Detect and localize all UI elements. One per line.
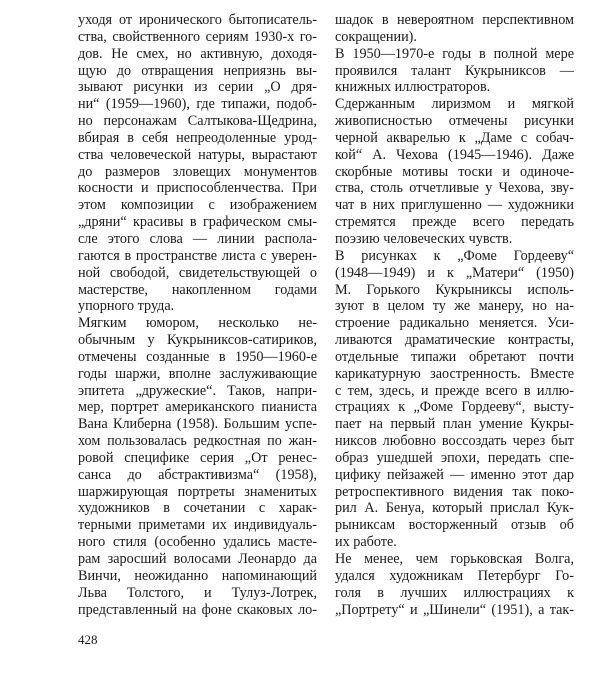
text-line: никсов любовно воссоздать через быт bbox=[335, 433, 574, 450]
text-line: мастерстве, накопленном годами bbox=[78, 281, 317, 298]
text-line: ровой специфике серия „От ренес- bbox=[78, 449, 317, 466]
text-line: вбирая в себя непреодоленные урод- bbox=[78, 129, 317, 146]
text-line: терными приметами их индивидуаль- bbox=[78, 517, 317, 534]
text-line: гаются в пространстве листа с уверен- bbox=[78, 247, 317, 264]
paragraph bbox=[335, 248, 574, 551]
page-number: 428 bbox=[78, 632, 98, 647]
text-line: Мягким юмором, несколько не- bbox=[78, 315, 317, 332]
text-line: ни“ (1959—1960), где типажи, подоб- bbox=[78, 96, 317, 113]
text-line: представленный на фоне скаковых ло- bbox=[78, 601, 317, 618]
text-line: сле этого слова — линии распола- bbox=[78, 230, 317, 247]
text-line: скорбные мотивы тоски и одиноче- bbox=[335, 163, 574, 180]
text-line: ства, свойственного сериям 1930-х го- bbox=[78, 28, 317, 45]
text-line: зывают рисунки из серии „О дря- bbox=[78, 79, 317, 96]
text-line: стремятся прежде всего передать bbox=[335, 214, 574, 231]
text-line: строение радикально меняется. Уси- bbox=[335, 315, 574, 332]
text-line: ного стиля (особенно удались масте- bbox=[78, 534, 317, 551]
right-column bbox=[335, 12, 574, 618]
text-line: Винчи, неожиданно напоминающий bbox=[78, 567, 317, 584]
text-line: голя в лучших иллюстрациях к bbox=[335, 584, 574, 601]
text-line: годы шаржи, вполне заслуживающие bbox=[78, 365, 317, 382]
paragraph bbox=[335, 12, 574, 46]
text-line: отмечены созданные в 1950—1960-е bbox=[78, 348, 317, 365]
text-line: санса до абстрактивизма“ (1958), bbox=[78, 466, 317, 483]
text-line: ретроспективного видения так поко- bbox=[335, 483, 574, 500]
text-line: Льва Толстого, и Тулуз-Лотрек, bbox=[78, 584, 317, 601]
text-line: их работе. bbox=[335, 534, 397, 551]
text-line: шадок в невероятном перспективном bbox=[335, 12, 574, 28]
text-line: образ ушедшей эпохи, передать спе- bbox=[335, 449, 574, 466]
text-line: эпитета „дружеские“. Таков, напри- bbox=[78, 382, 317, 399]
text-line: хом пользовалась редкостная по жан- bbox=[78, 433, 317, 450]
text-line: М. Горького Кукрыниксы исполь- bbox=[335, 281, 574, 298]
text-line: живописностью отмечены рисунки bbox=[335, 113, 574, 130]
text-line: ной свободой, свидетельствующей о bbox=[78, 264, 317, 281]
text-line: проявился талант Кукрыниксов — bbox=[335, 62, 574, 79]
text-line: В 1950—1970-е годы в полной мере bbox=[335, 45, 574, 62]
text-line: „Портрету“ и „Шинели“ (1951), а так- bbox=[335, 601, 574, 618]
text-line: Вана Клиберна (1958). Большим успе- bbox=[78, 416, 317, 433]
text-line: чат в них приглушенно — художники bbox=[335, 197, 574, 214]
text-line: карикатурную заостренность. Вместе bbox=[335, 365, 574, 382]
text-line: этом композиции с изображением bbox=[78, 197, 317, 214]
text-line: зуют в целом ту же манеру, но на- bbox=[335, 298, 574, 315]
text-line: удался художникам Петербург Го- bbox=[335, 567, 574, 584]
text-line: книжных иллюстраторов. bbox=[335, 79, 491, 96]
paragraph bbox=[335, 551, 574, 618]
text-line: черной акварелью к „Даме с собач- bbox=[335, 129, 574, 146]
text-line: с тем, здесь, и прежде всего в иллю- bbox=[335, 382, 574, 399]
text-line: уходя от иронического бытописатель- bbox=[78, 12, 317, 28]
text-line: Не менее, чем горьковская Волга, bbox=[335, 551, 574, 567]
text-line: обычным у Кукрыниксов-сатириков, bbox=[78, 332, 317, 349]
text-line: но персонажам Салтыкова-Щедрина, bbox=[78, 113, 317, 130]
text-line: кой“ А. Чехова (1945—1946). Даже bbox=[335, 146, 574, 163]
text-line: щую до отвращения неприязнь вы- bbox=[78, 62, 317, 79]
text-line: Сдержанным лиризмом и мягкой bbox=[335, 96, 574, 113]
text-line: поэзию человеческих чувств. bbox=[335, 230, 513, 247]
text-line: косности и приспособленчества. При bbox=[78, 180, 317, 197]
text-line: дов. Не смех, но активную, доходя- bbox=[78, 45, 317, 62]
text-line: ства человеческой натуры, вырастают bbox=[78, 146, 317, 163]
text-line: страциях к „Фоме Гордееву“, высту- bbox=[335, 399, 574, 416]
text-line: художников в сочетании с харак- bbox=[78, 500, 317, 517]
text-line: рам заросший волосами Леонардо да bbox=[78, 551, 317, 567]
text-line: цифику пейзажей — именно этот дар bbox=[335, 466, 574, 483]
text-line: отдельные типажи обретают почти bbox=[335, 348, 574, 365]
left-column bbox=[78, 12, 317, 618]
paragraph bbox=[335, 96, 574, 248]
paragraph bbox=[335, 46, 574, 97]
text-line: до размеров зловещих монументов bbox=[78, 163, 317, 180]
text-line: мер, портрет американского пианиста bbox=[78, 399, 317, 416]
text-line: ства, столь отчетливые у Чехова, зву- bbox=[335, 180, 574, 197]
text-line: рил А. Бенуа, который прислал Кук- bbox=[335, 500, 574, 517]
text-line: В рисунках к „Фоме Гордееву“ bbox=[335, 247, 574, 264]
text-line: сокращении). bbox=[335, 28, 417, 45]
paragraph bbox=[78, 315, 317, 618]
text-line: ливаются драматические контрасты, bbox=[335, 332, 574, 349]
text-line: пает на первый план умение Кукры- bbox=[335, 416, 574, 433]
text-line: „дряни“ красивы в графическом смы- bbox=[78, 214, 317, 231]
text-line: рыниксам восторженный отзыв об bbox=[335, 517, 574, 534]
paragraph bbox=[78, 12, 317, 315]
text-line: шаржирующая портреты знаменитых bbox=[78, 483, 317, 500]
text-line: упорного труда. bbox=[78, 298, 175, 315]
text-line: (1948—1949) и к „Матери“ (1950) bbox=[335, 264, 574, 281]
